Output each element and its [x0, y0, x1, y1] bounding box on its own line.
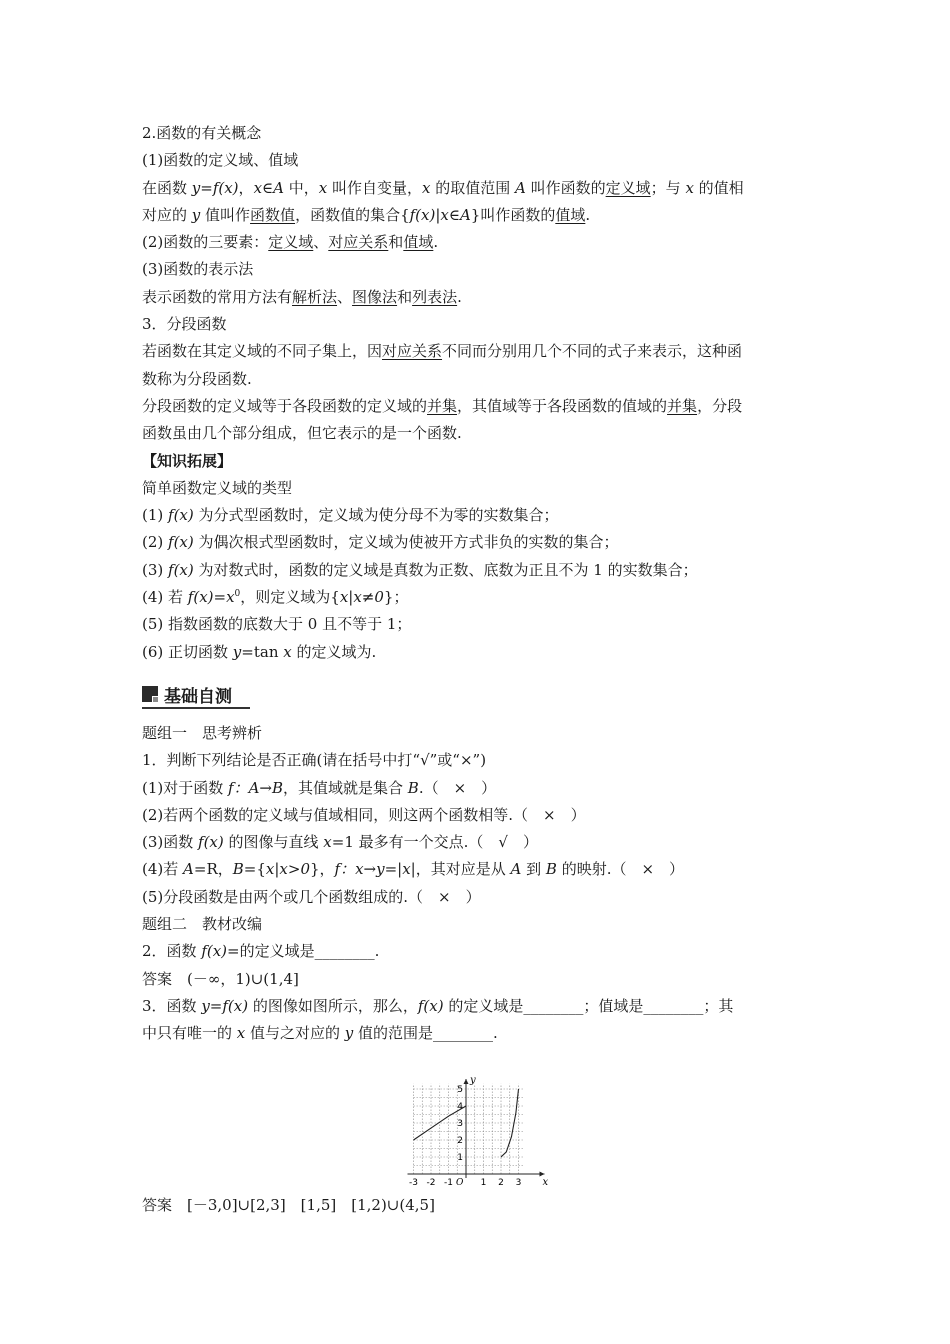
x-tick-label: -2	[426, 1178, 436, 1188]
paragraph-line: 分段函数的定义域等于各段函数的定义域的并集，其值域等于各段函数的值域的并集，分段	[142, 396, 743, 415]
group-title: 题组一 思考辨析	[142, 723, 263, 742]
underlined-term: 值域	[403, 233, 434, 252]
section-heading-piecewise: 3．分段函数	[142, 315, 227, 334]
underlined-term: 解析法	[292, 287, 338, 306]
main-content	[142, 120, 822, 1048]
section-title: 基础自测	[164, 686, 232, 707]
paragraph-line: 在函数 y=f(x)，x∈A 中，x 叫作自变量，x 的取值范围 A 叫作函数的定义域；与 x 的值相	[142, 178, 744, 197]
section-underline	[142, 707, 250, 709]
y-tick-label: 4	[457, 1102, 463, 1112]
paragraph-line: 对应的 y 值叫作函数值，函数值的集合{f(x)|x∈A}叫作函数的值域.	[142, 205, 591, 224]
y-tick-label: 2	[457, 1136, 463, 1146]
subheading-representation: (3)函数的表示法	[142, 260, 254, 279]
answer: 答案 (－∞，1)∪(1,4]	[142, 969, 299, 988]
knowledge-extension-tag: 【知识拓展】	[142, 451, 233, 470]
question: 中只有唯一的 x 值与之对应的 y 值的范围是________.	[142, 1024, 498, 1043]
underlined-term: 对应关系	[328, 233, 389, 252]
underlined-term: 图像法	[352, 287, 398, 306]
x-tick-label: -3	[409, 1178, 418, 1188]
x-axis-label: x	[542, 1177, 549, 1188]
underlined-term: 并集	[427, 396, 458, 415]
list-item: (1) f(x) 为分式型函数时，定义域为使分母不为零的实数集合；	[142, 506, 559, 525]
underlined-term: 列表法	[412, 287, 458, 306]
y-axis-label: y	[470, 1075, 476, 1086]
x-axis-arrow-icon	[540, 1172, 545, 1177]
answer: 答案 [－3,0]∪[2,3] [1,5] [1,2)∪(4,5]	[142, 1196, 435, 1214]
list-item: (5) 指数函数的底数大于 0 且不等于 1；	[142, 615, 412, 634]
y-tick-label: 1	[457, 1153, 463, 1163]
list-item: (6) 正切函数 y=tan x 的定义域为.	[142, 642, 377, 661]
x-tick-label: -1	[444, 1178, 453, 1188]
y-tick-label: 5	[457, 1085, 463, 1095]
underlined-term: 函数值	[250, 205, 296, 224]
x-tick-label: 2	[498, 1178, 504, 1188]
underlined-term: 并集	[667, 396, 698, 415]
paragraph-line: (2)函数的三要素：定义域、对应关系和值域.	[142, 233, 439, 252]
section-heading-function-concepts: 2.函数的有关概念	[142, 124, 262, 142]
judgment-item: (5)分段函数是由两个或几个函数组成的.（ × ）	[142, 887, 481, 906]
list-item: (2) f(x) 为偶次根式型函数时，定义域为使被开方式非负的实数的集合；	[142, 533, 619, 552]
extension-title: 简单函数定义域的类型	[142, 478, 293, 497]
judgment-item: (1)对于函数 f：A→B，其值域就是集合 B.（ × ）	[142, 778, 497, 797]
underlined-term: 定义域	[605, 178, 651, 197]
subheading-domain-range: (1)函数的定义域、值域	[142, 151, 299, 170]
section-header-basic-self-test	[142, 680, 822, 710]
list-item: (3) f(x) 为对数式时，函数的定义域是真数为正数、底数为正且不为 1 的实数集合；	[142, 560, 698, 579]
judgment-item: (2)若两个函数的定义域与值域相同，则这两个函数相等.（ × ）	[142, 805, 586, 824]
paragraph-line: 若函数在其定义域的不同子集上，因对应关系不同而分别用几个不同的式子来表示，这种函	[142, 342, 743, 361]
underlined-term: 值域	[555, 205, 586, 224]
question: 1．判断下列结论是否正确(请在括号中打“√”或“×”)	[142, 751, 487, 770]
origin-label: O	[456, 1178, 464, 1188]
y-tick-label: 3	[457, 1119, 463, 1129]
underlined-term: 对应关系	[382, 342, 443, 361]
judgment-item: (3)函数 f(x) 的图像与直线 x=1 最多有一个交点.（ √ ）	[142, 833, 538, 852]
y-axis-arrow-icon	[464, 1079, 469, 1084]
judgment-item: (4)若 A=R，B={x|x>0}，f：x→y=|x|，其对应是从 A 到 B 的映射.（ × ）	[142, 860, 685, 879]
list-item: (4) 若 $f(x)=x^0$，则定义域为{x|x≠0}；	[142, 588, 409, 607]
paragraph-line: 表示函数的常用方法有解析法、图像法和列表法.	[142, 287, 462, 306]
paragraph-line: 数称为分段函数.	[142, 369, 252, 388]
paragraph-line: 函数虽由几个部分组成，但它表示的是一个函数.	[142, 424, 462, 443]
function-graph	[396, 1070, 561, 1188]
group-title: 题组二 教材改编	[142, 915, 263, 934]
question: 3．函数 y=f(x) 的图像如图所示，那么，f(x) 的定义域是________；值域是________；其	[142, 996, 734, 1015]
x-tick-label: 1	[480, 1178, 487, 1188]
question: 2．函数 f(x)=的定义域是________.	[142, 942, 380, 961]
underlined-term: 定义域	[268, 233, 314, 252]
x-tick-label: 3	[515, 1178, 522, 1188]
